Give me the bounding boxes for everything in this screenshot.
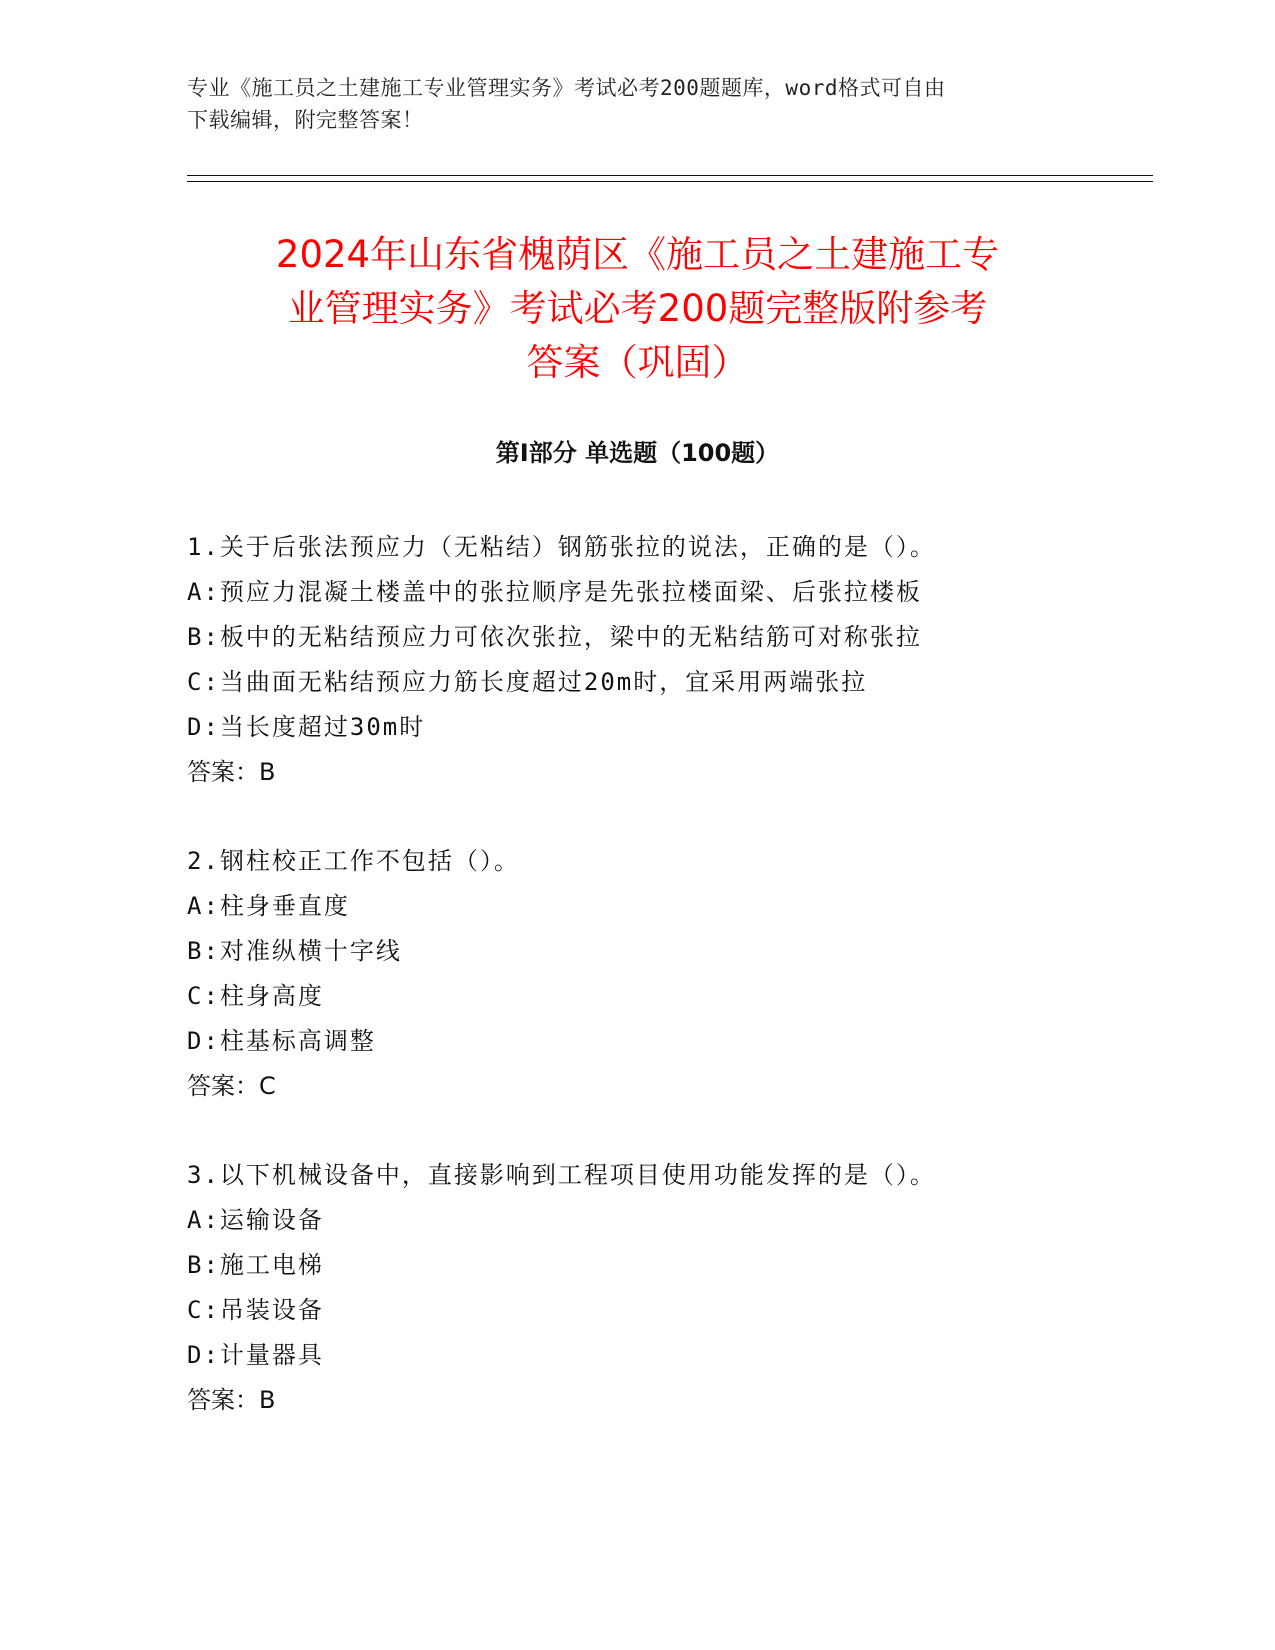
header-note — [187, 72, 1087, 136]
question-stem: 3.以下机械设备中，直接影响到工程项目使用功能发挥的是（）。 — [187, 1161, 936, 1189]
title-line-2: 业管理实务》考试必考200题完整版附参考 — [287, 287, 988, 330]
header-note-line-2: 下载编辑，附完整答案！ — [187, 108, 424, 132]
option-d: D:柱基标高调整 — [187, 1027, 376, 1055]
option-c: C:吊装设备 — [187, 1296, 324, 1324]
header-note-line-1: 专业《施工员之土建施工专业管理实务》考试必考200题题库，word格式可自由 — [187, 76, 946, 100]
question-stem: 1.关于后张法预应力（无粘结）钢筋张拉的说法，正确的是（）。 — [187, 533, 936, 561]
question-item — [187, 525, 1147, 795]
section-heading: 第Ⅰ部分 单选题（100题） — [495, 439, 780, 467]
header-divider-bottom — [187, 181, 1153, 182]
header-divider-top — [187, 175, 1153, 176]
title-line-1: 2024年山东省槐荫区《施工员之土建施工专 — [275, 233, 1000, 276]
option-c: C:柱身高度 — [187, 982, 324, 1010]
question-item — [187, 839, 1147, 1109]
option-a: A:预应力混凝土楼盖中的张拉顺序是先张拉楼面梁、后张拉楼板 — [187, 578, 922, 606]
option-b: B:对准纵横十字线 — [187, 937, 402, 965]
answer-text: 答案：B — [187, 1386, 276, 1414]
option-a: A:柱身垂直度 — [187, 892, 350, 920]
option-b: B:板中的无粘结预应力可依次张拉，梁中的无粘结筋可对称张拉 — [187, 623, 922, 651]
question-list — [187, 525, 1147, 1467]
option-c: C:当曲面无粘结预应力筋长度超过20m时，宜采用两端张拉 — [187, 668, 868, 696]
question-stem: 2.钢柱校正工作不包括（）。 — [187, 847, 520, 875]
option-d: D:当长度超过30m时 — [187, 713, 426, 741]
option-a: A:运输设备 — [187, 1206, 324, 1234]
option-b: B:施工电梯 — [187, 1251, 324, 1279]
title-line-3: 答案（巩固） — [526, 341, 749, 384]
option-d: D:计量器具 — [187, 1341, 324, 1369]
question-item — [187, 1153, 1147, 1423]
answer-text: 答案：C — [187, 1072, 276, 1100]
answer-text: 答案：B — [187, 758, 276, 786]
document-title — [140, 228, 1135, 390]
